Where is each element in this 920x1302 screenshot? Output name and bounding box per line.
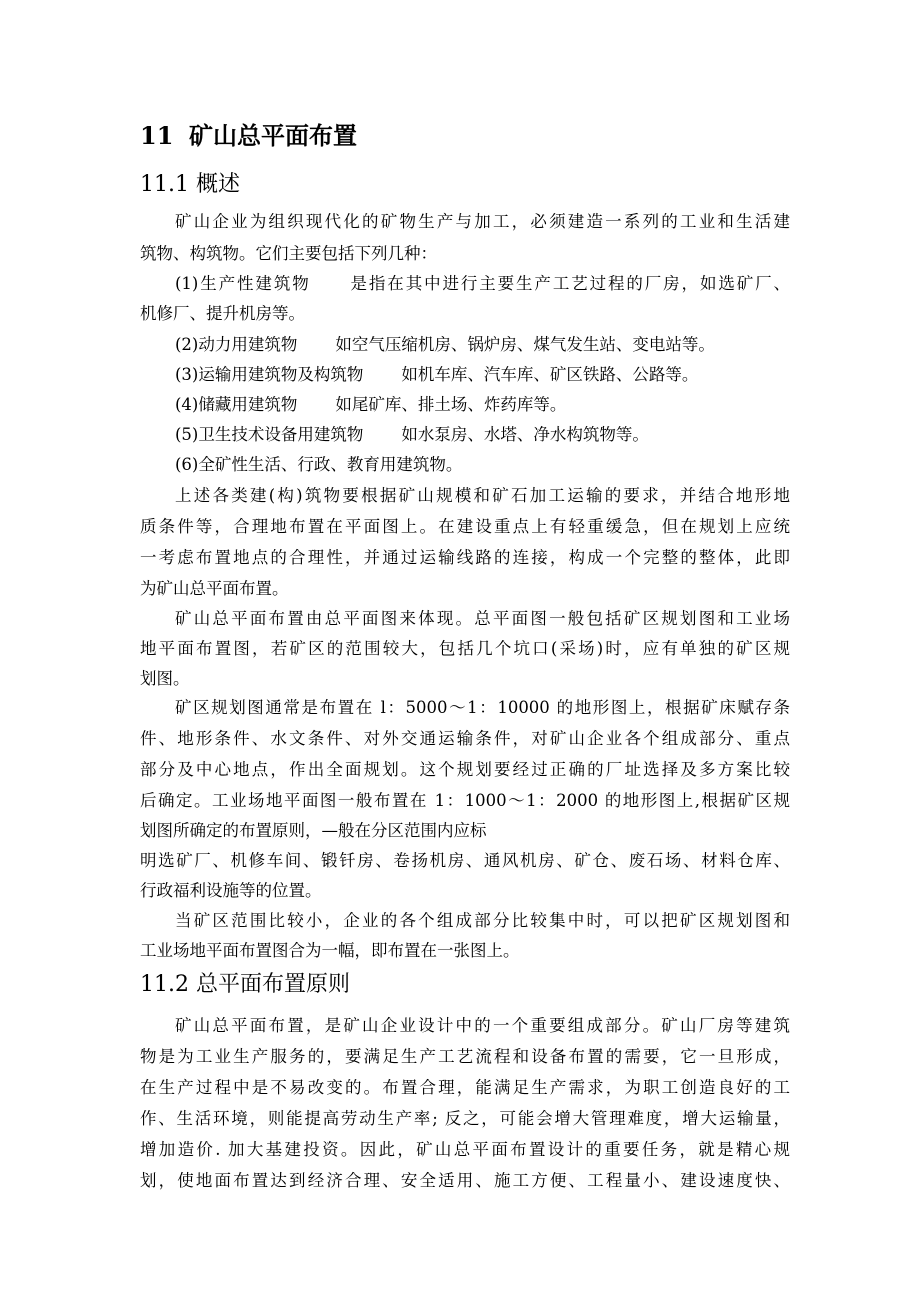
list-item-label: (4)储藏用建筑物 bbox=[175, 395, 298, 414]
list-item-label: (5)卫生技术设备用建筑物 bbox=[175, 425, 364, 444]
list-item-text: 是指在其中进行主要生产工艺过程的厂房，如选矿厂、 bbox=[348, 274, 791, 293]
paragraph-line: 后确定。工业场地平面图一般布置在 1：1000～1：2000 的地形图上,根据矿区规 bbox=[140, 791, 790, 810]
paragraph-line: 机修厂、提升机房等。 bbox=[140, 304, 305, 323]
paragraph-line: 工业场地平面布置图合为一幅，即布置在一张图上。 bbox=[140, 941, 520, 960]
section-heading-overview: 11.1 概述 bbox=[140, 172, 240, 197]
paragraph-line: 一考虑布置地点的合理性，并通过运输线路的连接，构成一个完整的整体，此即 bbox=[140, 548, 790, 567]
paragraph-line: 矿山总平面布置由总平面图来体现。总平面图一般包括矿区规划图和工业场 bbox=[175, 609, 790, 628]
paragraph-line: 增加造价. 加大基建投资。因此，矿山总平面布置设计的重要任务，就是精心规 bbox=[140, 1140, 790, 1159]
list-item-label: (3)运输用建筑物及构筑物 bbox=[175, 365, 364, 384]
chapter-heading bbox=[140, 119, 357, 153]
paragraph-line: 矿区规划图通常是布置在 l：5000～1：10000 的地形图上，根据矿床赋存条 bbox=[175, 698, 790, 717]
paragraph-line: 矿山企业为组织现代化的矿物生产与加工，必须建造一系列的工业和生活建 bbox=[175, 212, 790, 231]
paragraph-line: 物是为工业生产服务的，要满足生产工艺流程和设备布置的需要，它一旦形成， bbox=[140, 1047, 790, 1066]
paragraph-line: 当矿区范围比较小，企业的各个组成部分比较集中时，可以把矿区规划图和 bbox=[175, 911, 790, 930]
paragraph-line: 部分及中心地点，作出全面规划。这个规划要经过正确的厂址选择及多方案比较 bbox=[140, 760, 790, 779]
paragraph-line: 划图。 bbox=[140, 669, 190, 688]
paragraph-line: 在生产过程中是不易改变的。布置合理，能满足生产需求，为职工创造良好的工 bbox=[140, 1078, 790, 1097]
paragraph-line: 明选矿厂、机修车间、锻钎房、卷扬机房、通风机房、矿仓、废石场、材料仓库、 bbox=[140, 851, 790, 870]
list-item-6: (6)全矿性生活、行政、教育用建筑物。 bbox=[175, 455, 463, 474]
paragraph-line: 筑物、构筑物。它们主要包括下列几种： bbox=[140, 244, 437, 263]
paragraph-line: 地平面布置图，若矿区的范围较大，包括几个坑口(采场)时，应有单独的矿区规 bbox=[140, 639, 790, 658]
paragraph-line: 划，使地面布置达到经济合理、安全适用、施工方便、工程量小、建设速度快、 bbox=[140, 1171, 790, 1190]
chapter-title: 矿山总平面布置 bbox=[189, 121, 357, 150]
list-item-1 bbox=[175, 268, 790, 300]
paragraph-line: 为矿山总平面布置。 bbox=[140, 579, 289, 598]
list-item-label: (2)动力用建筑物 bbox=[175, 335, 298, 354]
list-item-2 bbox=[175, 329, 790, 361]
paragraph-line: 质条件等，合理地布置在平面图上。在建设重点上有轻重缓急，但在规划上应统 bbox=[140, 517, 790, 536]
paragraph-line: 矿山总平面布置，是矿山企业设计中的一个重要组成部分。矿山厂房等建筑 bbox=[175, 1016, 790, 1035]
list-item-text: 如机车库、汽车库、矿区铁路、公路等。 bbox=[401, 365, 699, 384]
list-item-text: 如水泵房、水塔、净水构筑物等。 bbox=[401, 425, 649, 444]
list-item-4 bbox=[175, 389, 790, 421]
list-item-text: 如空气压缩机房、锅炉房、煤气发生站、变电站等。 bbox=[335, 335, 715, 354]
list-item-label: (1)生产性建筑物 bbox=[175, 274, 311, 293]
chapter-number: 11 bbox=[140, 121, 174, 150]
paragraph-line: 行政福利设施等的位置。 bbox=[140, 881, 322, 900]
paragraph-line: 作、生活环境，则能提高劳动生产率; 反之，可能会增大管理难度，增大运输量， bbox=[140, 1109, 790, 1128]
paragraph-line: 划图所确定的布置原则，—般在分区范围内应标 bbox=[140, 821, 487, 840]
list-item-5 bbox=[175, 419, 790, 451]
paragraph-line: 件、地形条件、水文条件、对外交通运输条件，对矿山企业各个组成部分、重点 bbox=[140, 729, 790, 748]
list-item-text: 如尾矿库、排土场、炸药库等。 bbox=[335, 395, 567, 414]
list-item-3 bbox=[175, 359, 790, 391]
section-heading-principles: 11.2 总平面布置原则 bbox=[140, 972, 350, 997]
paragraph-line: 上述各类建(构)筑物要根据矿山规模和矿石加工运输的要求，并结合地形地 bbox=[175, 486, 790, 505]
